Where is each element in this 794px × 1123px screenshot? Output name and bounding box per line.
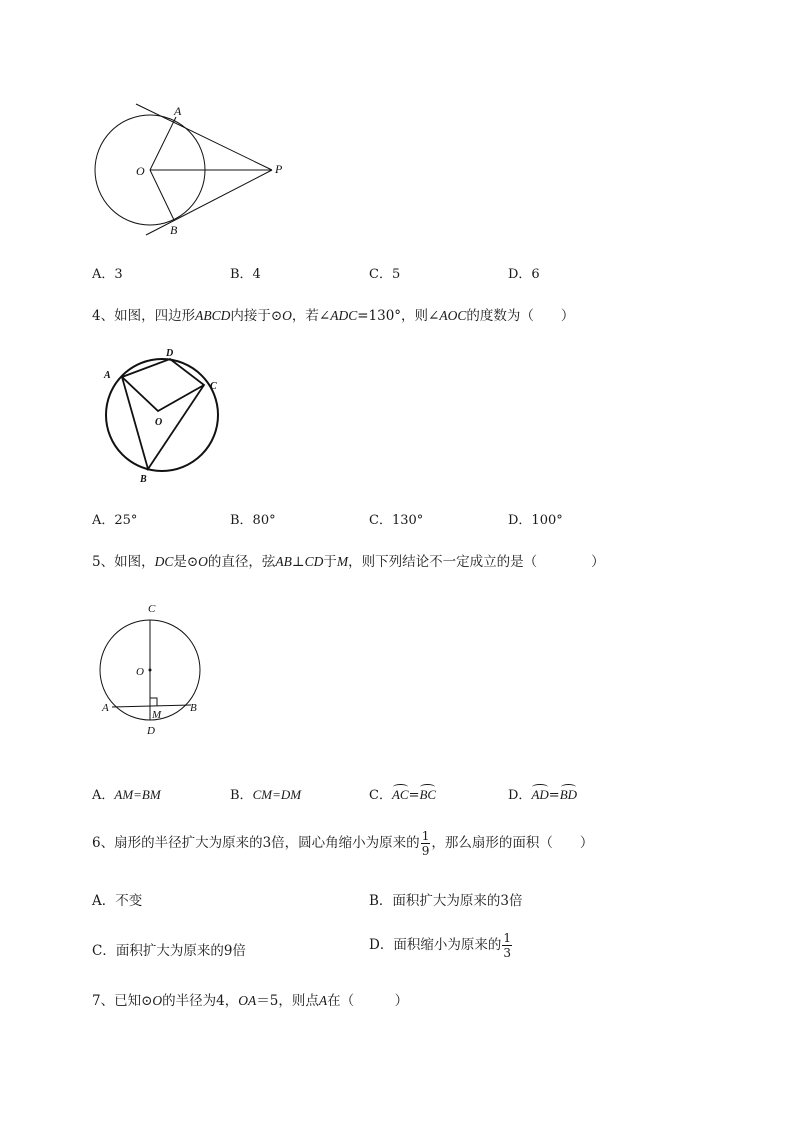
q4-text: 内接于⊙ [230, 308, 283, 324]
q6-option-a[interactable]: A．不变 [92, 893, 143, 909]
q4-question [92, 304, 574, 324]
q4-option-c[interactable]: C．130° [369, 513, 424, 528]
label-m: M [152, 709, 162, 721]
label-d: D [166, 348, 174, 359]
fraction-one-third [502, 932, 512, 959]
label-b: B [140, 474, 147, 485]
q7-oa: OA [238, 993, 257, 1008]
q5-question [92, 550, 605, 570]
label-c: C [148, 603, 156, 615]
q3-option-a[interactable]: A．3 [92, 267, 123, 282]
q3-option-d[interactable]: D．6 [508, 267, 540, 282]
figure-inscribed-quadrilateral [100, 345, 230, 485]
q5-option-b[interactable] [230, 784, 301, 803]
label-p: P [275, 162, 283, 176]
q3-option-c[interactable]: C．5 [369, 267, 401, 282]
segment-oa [150, 117, 176, 170]
q4-option-d[interactable]: D．100° [508, 513, 563, 528]
figure-tangent-circle [90, 100, 300, 240]
fraction-numerator: 1 [503, 931, 511, 945]
q4-quad: ABCD [195, 308, 231, 323]
equals: = [408, 788, 420, 803]
q5-number: 5、 [92, 554, 115, 570]
q5-dc: DC [154, 554, 174, 569]
q5-option-a[interactable] [92, 784, 161, 803]
label-o: O [136, 666, 144, 678]
quadrilateral-abcd [122, 359, 204, 469]
option-prefix: C． [369, 788, 392, 803]
equals: = [548, 788, 560, 803]
q4-text: 的度数为（ ） [466, 308, 575, 324]
q6-option-d[interactable] [369, 932, 513, 959]
q7-text: 的半径为4， [162, 993, 239, 1009]
q5-option-d[interactable] [508, 784, 577, 803]
segment-ob [150, 170, 174, 220]
label-d: D [147, 725, 155, 737]
q4-option-b[interactable]: B．80° [230, 513, 276, 528]
q7-question [92, 989, 408, 1009]
label-a: A [174, 104, 182, 118]
q4-text: 如图，四边形 [114, 308, 196, 324]
q7-point-a: A [318, 993, 328, 1008]
q5-text: 于 [323, 554, 337, 570]
label-a: A [102, 702, 109, 714]
arc-ac: AC [391, 787, 409, 802]
q7-text: 已知⊙ [114, 993, 153, 1009]
q4-number: 4、 [92, 308, 115, 324]
fraction-one-ninth [421, 830, 431, 857]
q5-text: ，则下列结论不一定成立的是（ ） [348, 554, 605, 570]
label-b: B [170, 223, 178, 237]
q4-circle: O [282, 308, 292, 323]
q6-text: 扇形的半径扩大为原来的3倍，圆心角缩小为原来的 [114, 835, 420, 851]
q6-option-b[interactable]: B．面积扩大为原来的3倍 [369, 893, 523, 909]
q3-option-b[interactable]: B．4 [230, 267, 261, 282]
option-prefix: B． [230, 788, 253, 803]
fraction-numerator: 1 [421, 829, 430, 843]
q4-option-a[interactable]: A．25° [92, 513, 138, 528]
label-o: O [136, 164, 145, 178]
q7-number: 7、 [92, 993, 115, 1009]
q4-text: =130°，则∠ [357, 308, 440, 324]
q4-angle-adc: ADC [330, 308, 358, 323]
q5-text: 是⊙ [173, 554, 199, 570]
q5-cd: CD [304, 554, 324, 569]
q4-angle-aoc: AOC [439, 308, 467, 323]
label-b: B [190, 702, 197, 714]
fraction-denominator: 3 [503, 946, 511, 960]
option-text: AM=BM [114, 787, 161, 802]
q5-m: M [336, 554, 349, 569]
option-text: CM=DM [252, 787, 302, 802]
q5-ab: AB [275, 554, 292, 569]
right-angle-mark [150, 698, 157, 706]
tangent-pb [146, 170, 272, 235]
figure-diameter-chord [98, 598, 210, 740]
q5-text: 的直径，弦 [207, 554, 276, 570]
q6-number: 6、 [92, 835, 115, 851]
label-o: O [155, 417, 163, 428]
q6-question [92, 830, 593, 857]
label-a: A [104, 370, 111, 381]
option-prefix: D． [508, 788, 532, 803]
q5-circle: O [198, 554, 208, 569]
center-dot [149, 669, 152, 672]
arc-bc: BC [419, 787, 437, 802]
arc-bd: BD [559, 787, 578, 802]
option-prefix: A． [92, 788, 115, 803]
label-c: C [210, 381, 217, 392]
q6-option-c[interactable]: C．面积扩大为原来的9倍 [92, 943, 246, 959]
arc-ad: AD [531, 787, 549, 802]
q7-text: ＝5，则点 [256, 993, 319, 1009]
angle-aoc [122, 377, 204, 411]
fraction-denominator: 9 [421, 844, 430, 858]
q5-text: ⊥ [291, 554, 305, 570]
q4-text: ，若∠ [291, 308, 331, 324]
option-text: D．面积缩小为原来的 [369, 937, 502, 953]
q5-text: 如图， [114, 554, 155, 570]
q6-text: ，那么扇形的面积（ ） [431, 835, 594, 851]
q7-circle: O [152, 993, 163, 1008]
chord-ab [112, 705, 191, 707]
q5-option-c[interactable] [369, 784, 436, 803]
q7-text: 在（ ） [327, 993, 409, 1009]
